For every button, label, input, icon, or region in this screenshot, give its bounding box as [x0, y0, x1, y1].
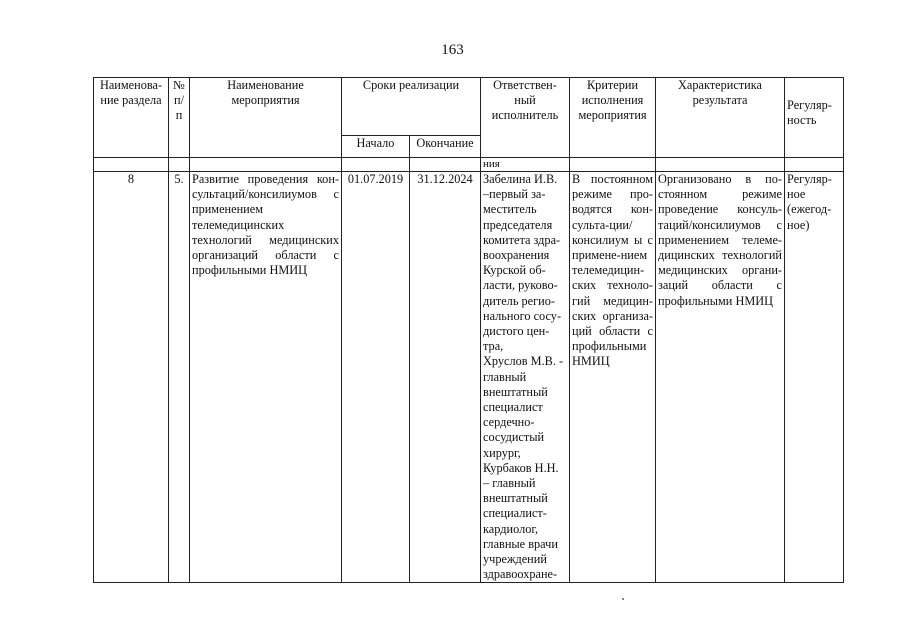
continuation-row [94, 158, 844, 172]
activities-table [93, 77, 844, 583]
header-event-name: Наименование мероприятия [190, 78, 342, 158]
header-responsible: Ответствен-ный исполнитель [481, 78, 570, 158]
header-deadlines: Сроки реализации [342, 78, 481, 136]
header-criteria: Критерии исполнения мероприятия [570, 78, 656, 158]
cell-event: Развитие проведения кон-сультаций/консилиумов с применением телемедицинских технологий медицинских организаций области с профильными НМИЦ [190, 172, 342, 583]
header-regularity: Регуляр-ность [785, 78, 844, 158]
cell-number: 5. [169, 172, 190, 583]
scan-speck [622, 598, 624, 600]
cell-criteria: В постоянном режиме про-водятся кон-сульта-ции/консилиум ы с примене-нием телемедицин-ских техноло-гий медицин-ских организа-ций области с профильными НМИЦ [570, 172, 656, 583]
header-section-name: Наименова-ние раздела [94, 78, 169, 158]
cell-start: 01.07.2019 [342, 172, 410, 583]
header-start: Начало [342, 136, 410, 158]
table-row [94, 172, 844, 583]
cell-result: Организовано в по-стоянном режиме проведение консуль-таций/консилиумов с применением телеме-дицинских технологий медицинских органи-заций области с профильными НМИЦ [656, 172, 785, 583]
cell-section: 8 [94, 172, 169, 583]
header-result: Характеристика результата [656, 78, 785, 158]
header-number: № п/п [169, 78, 190, 158]
header-row [94, 78, 844, 136]
cell-regularity: Регуляр-ное (ежегод-ное) [785, 172, 844, 583]
continuation-text: ния [481, 158, 570, 172]
cell-end: 31.12.2024 [410, 172, 481, 583]
cell-responsible: Забелина И.В. –первый за- меститель председателя комитета здра- воохранения Курской об- ласти, руково- дитель регио- нального сосу- дистого цен- тра, Хруслов М.В. - главный внештатный специалист сердечно- сосудистый хирург, Курбаков Н.Н. – главный внештатный специалист- кардиолог, главные врачи учреждений здравоохране- [481, 172, 570, 583]
header-end: Окончание [410, 136, 481, 158]
page-number: 163 [441, 42, 464, 58]
